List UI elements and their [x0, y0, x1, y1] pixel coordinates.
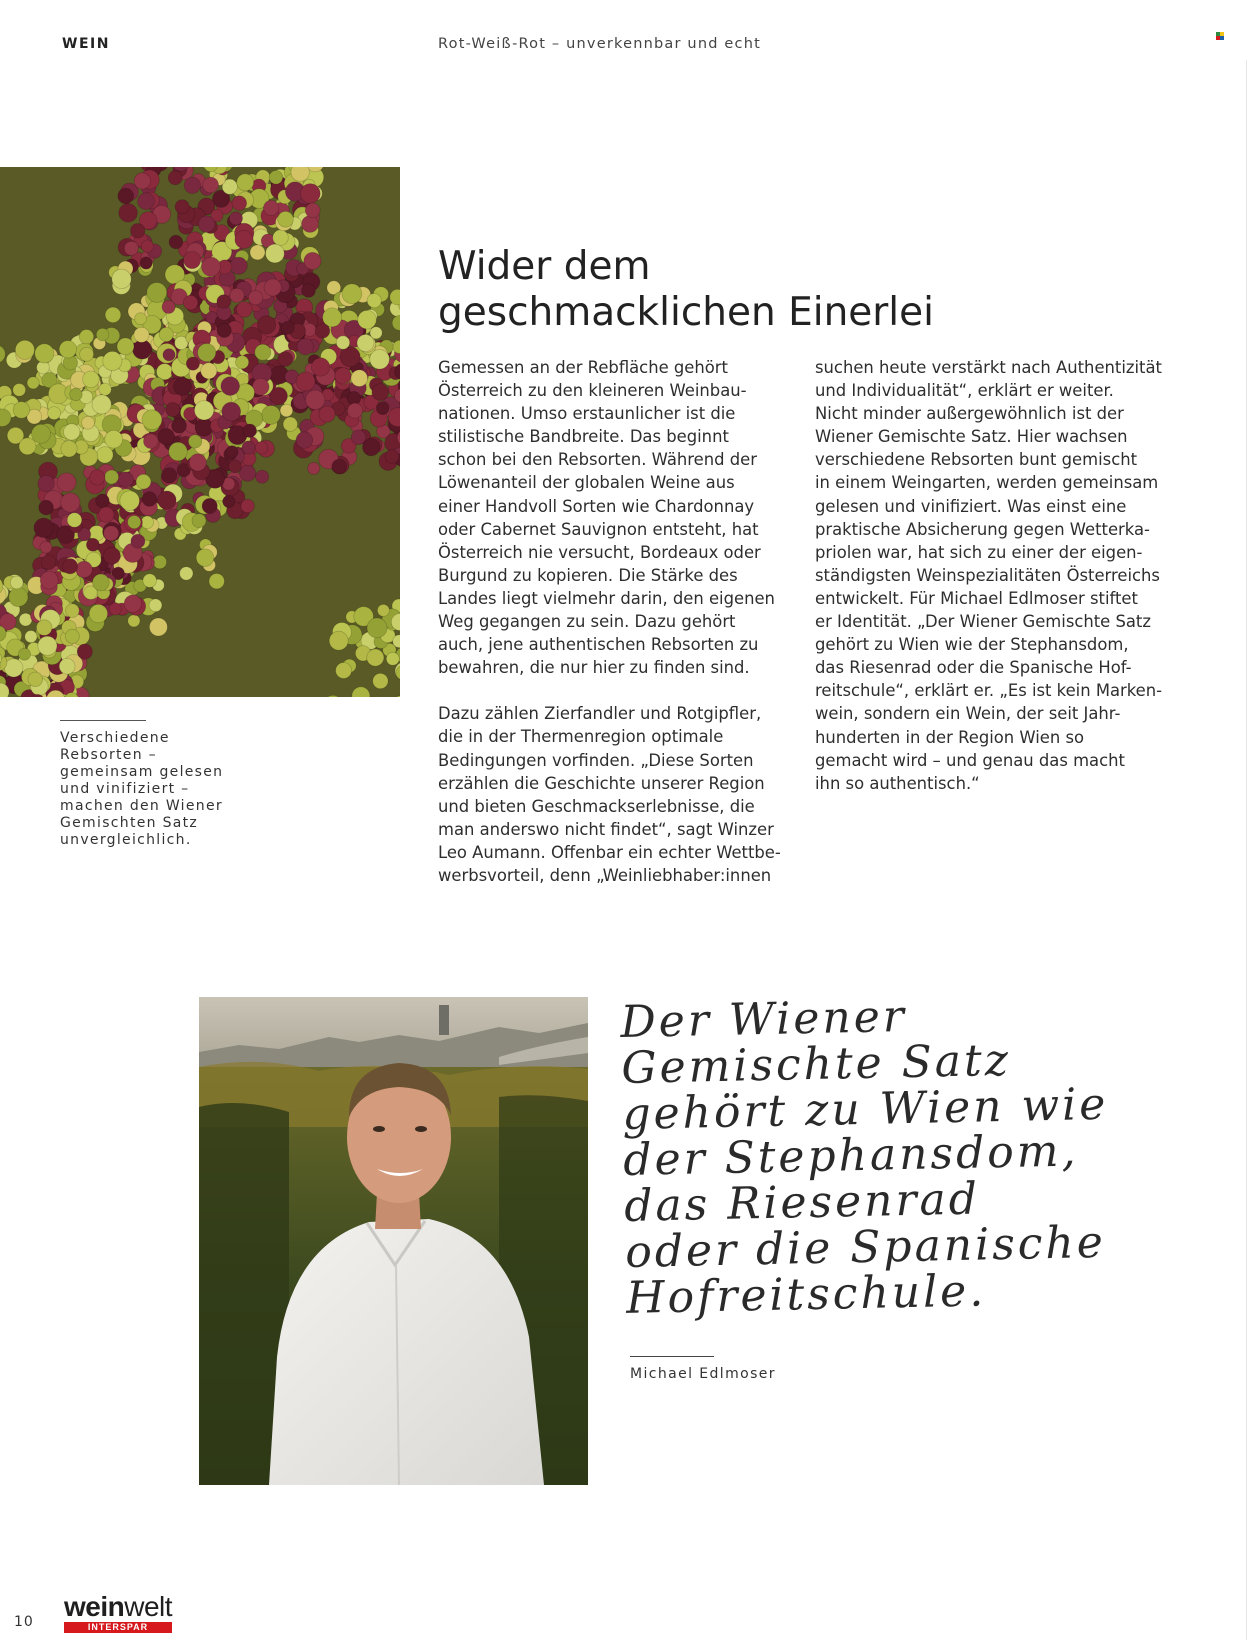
- body-line: erzählen die Geschichte unserer Region: [438, 773, 765, 793]
- body-line: und bieten Geschmackserlebnisse, die: [438, 796, 755, 816]
- corner-color-mark-icon: [1216, 32, 1224, 40]
- quote-line: gehört zu Wien wie: [621, 1078, 1109, 1140]
- body-line: man anderswo nicht findet“, sagt Winzer: [438, 819, 774, 839]
- quote-rule: [630, 1356, 714, 1357]
- body-line: auch, jene authentischen Rebsorten zu: [438, 635, 759, 655]
- body-line: Österreich nie versucht, Bordeaux oder: [438, 542, 761, 562]
- body-line: Leo Aumann. Offenbar ein echter Wettbe-: [438, 842, 781, 862]
- body-line: bewahren, die nur hier zu finden sind.: [438, 658, 750, 678]
- caption-rule: [60, 720, 146, 721]
- quote-line: oder die Spanische: [624, 1216, 1107, 1278]
- body-line: Burgund zu kopieren. Die Stärke des: [438, 565, 738, 585]
- body-line: gelesen und vinifiziert. Was einst eine: [815, 496, 1127, 516]
- body-line: priolen war, hat sich zu einer der eigen-: [815, 542, 1143, 562]
- body-line: oder Cabernet Sauvignon entsteht, hat: [438, 519, 759, 539]
- caption-line: gemeinsam gelesen: [60, 764, 224, 780]
- body-line: Dazu zählen Zierfandler und Rotgipfler,: [438, 704, 762, 724]
- body-line: suchen heute verstärkt nach Authentizität: [815, 358, 1162, 377]
- body-line: einer Handvoll Sorten wie Chardonnay: [438, 496, 755, 516]
- article-column-right: [815, 356, 1175, 795]
- body-line: gemacht wird – und genau das macht: [815, 750, 1125, 770]
- headline-line: Wider dem: [438, 244, 651, 289]
- quote-line: der Stephansdom,: [622, 1125, 1079, 1186]
- quote-line: Der Wiener: [619, 991, 908, 1048]
- caption-line: machen den Wiener: [60, 798, 223, 814]
- headline-line: geschmacklichen Einerlei: [438, 290, 934, 335]
- quote-line: das Riesenrad: [623, 1173, 981, 1232]
- body-line: Österreich zu den kleineren Weinbau-: [438, 381, 747, 401]
- body-line: gehört zu Wien wie der Stephansdom,: [815, 635, 1129, 655]
- body-line: entwickelt. Für Michael Edlmoser stiftet: [815, 588, 1138, 608]
- body-line: reitschule“, erklärt er. „Es ist kein Marken-: [815, 681, 1163, 701]
- caption-line: unvergleichlich.: [60, 832, 192, 848]
- caption-line: und vinifiziert –: [60, 781, 190, 797]
- body-line: werbsvorteil, denn „Weinliebhaber:innen: [438, 865, 772, 885]
- body-line: und Individualität“, erklärt er weiter.: [815, 381, 1114, 401]
- brand-wordmark: [64, 1591, 173, 1622]
- body-line: Gemessen an der Rebfläche gehört: [438, 358, 728, 377]
- body-line: verschiedene Rebsorten bunt gemischt: [815, 450, 1138, 470]
- grapes-photo: [0, 167, 400, 697]
- paragraph-gap: [438, 679, 778, 702]
- article-column-left: [438, 356, 781, 887]
- photo-caption: [60, 730, 240, 849]
- body-line: in einem Weingarten, werden gemeinsam: [815, 473, 1159, 493]
- body-line: ständigsten Weinspezialitäten Österreichs: [815, 565, 1160, 585]
- caption-line: Rebsorten –: [60, 747, 157, 763]
- quote-line: Gemischte Satz: [620, 1034, 1012, 1094]
- body-line: Löwenanteil der globalen Weine aus: [438, 473, 735, 493]
- quote-author: Michael Edlmoser: [630, 1366, 776, 1382]
- page-number: 10: [14, 1614, 34, 1630]
- body-line: nationen. Umso erstaunlicher ist die: [438, 404, 736, 424]
- body-line: die in der Thermenregion optimale: [438, 727, 724, 747]
- page-edge-rule: [1246, 60, 1247, 1640]
- body-line: Weg gegangen zu sein. Dazu gehört: [438, 612, 736, 632]
- caption-line: Verschiedene: [60, 730, 170, 746]
- body-line: das Riesenrad oder die Spanische Hof-: [815, 658, 1132, 678]
- body-line: ihn so authentisch.“: [815, 773, 980, 793]
- body-line: Landes liegt vielmehr darin, den eigenen: [438, 588, 775, 608]
- body-line: Bedingungen vorfinden. „Diese Sorten: [438, 750, 754, 770]
- body-line: praktische Absicherung gegen Wetterka-: [815, 519, 1150, 539]
- quote-line: Hofreitschule.: [625, 1265, 987, 1324]
- portrait-photo: [199, 997, 588, 1485]
- body-line: er Identität. „Der Wiener Gemischte Satz: [815, 612, 1151, 632]
- pull-quote: [620, 987, 1237, 1322]
- brand-part-2: welt: [124, 1591, 173, 1622]
- body-line: schon bei den Rebsorten. Während der: [438, 450, 757, 470]
- running-header-title: Rot-Weiß-Rot – unverkennbar und echt: [438, 36, 761, 52]
- body-line: Nicht minder außergewöhnlich ist der: [815, 404, 1124, 424]
- weinwelt-logo: [64, 1591, 173, 1633]
- article-headline: [438, 244, 1038, 336]
- body-line: hunderten in der Region Wien so: [815, 727, 1085, 747]
- caption-line: Gemischten Satz: [60, 815, 199, 831]
- body-line: wein, sondern ein Wein, der seit Jahr-: [815, 704, 1121, 724]
- section-label: WEIN: [62, 36, 110, 52]
- brand-part-1: wein: [64, 1591, 125, 1622]
- brand-sub-bar: INTERSPAR: [64, 1622, 172, 1633]
- body-line: stilistische Bandbreite. Das beginnt: [438, 427, 729, 447]
- body-line: Wiener Gemischte Satz. Hier wachsen: [815, 427, 1128, 447]
